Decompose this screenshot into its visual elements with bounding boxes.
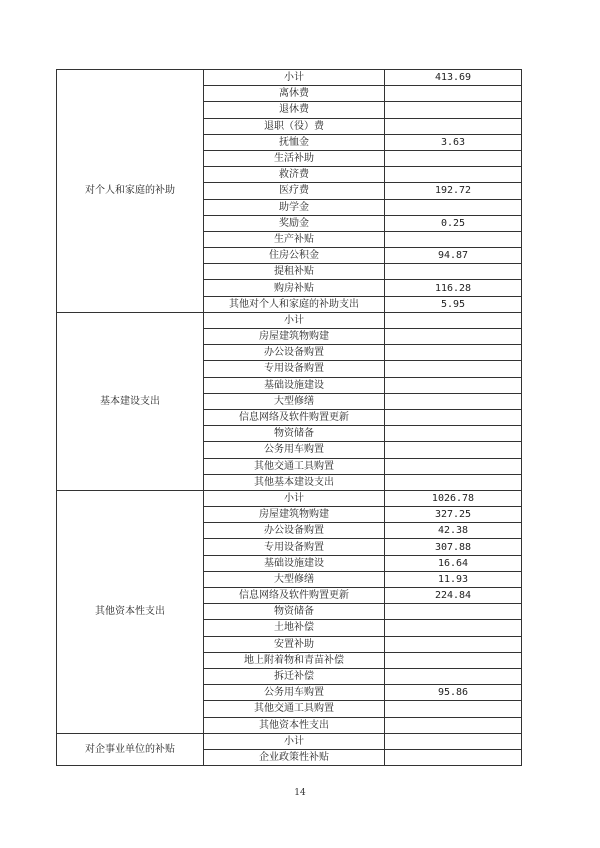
value-cell: 11.93	[385, 571, 522, 587]
value-cell	[385, 717, 522, 733]
item-cell: 其他基本建设支出	[204, 474, 385, 490]
item-cell: 其他交通工具购置	[204, 701, 385, 717]
item-cell: 专用设备购置	[204, 539, 385, 555]
value-cell	[385, 604, 522, 620]
item-cell: 信息网络及软件购置更新	[204, 588, 385, 604]
value-cell	[385, 733, 522, 749]
item-cell: 生活补助	[204, 150, 385, 166]
value-cell	[385, 474, 522, 490]
value-cell	[385, 86, 522, 102]
value-cell	[385, 345, 522, 361]
item-cell: 生产补贴	[204, 231, 385, 247]
item-cell: 抚恤金	[204, 134, 385, 150]
item-cell: 购房补贴	[204, 280, 385, 296]
item-cell: 医疗费	[204, 183, 385, 199]
value-cell: 1026.78	[385, 490, 522, 506]
item-cell: 救济费	[204, 167, 385, 183]
value-cell	[385, 458, 522, 474]
item-cell: 提租补贴	[204, 264, 385, 280]
value-cell	[385, 442, 522, 458]
item-cell: 小计	[204, 490, 385, 506]
value-cell: 0.25	[385, 215, 522, 231]
item-cell: 信息网络及软件购置更新	[204, 409, 385, 425]
value-cell	[385, 668, 522, 684]
item-cell: 助学金	[204, 199, 385, 215]
budget-table-body	[57, 70, 522, 766]
value-cell	[385, 312, 522, 328]
value-cell: 307.88	[385, 539, 522, 555]
value-cell	[385, 393, 522, 409]
value-cell	[385, 199, 522, 215]
category-cell: 基本建设支出	[57, 312, 204, 490]
item-cell: 安置补助	[204, 636, 385, 652]
value-cell	[385, 264, 522, 280]
value-cell	[385, 652, 522, 668]
item-cell: 办公设备购置	[204, 345, 385, 361]
item-cell: 大型修缮	[204, 571, 385, 587]
value-cell	[385, 749, 522, 765]
item-cell: 地上附着物和青苗补偿	[204, 652, 385, 668]
value-cell	[385, 426, 522, 442]
page-number: 14	[294, 788, 306, 798]
value-cell: 42.38	[385, 523, 522, 539]
value-cell	[385, 636, 522, 652]
table-row	[57, 733, 522, 749]
value-cell	[385, 329, 522, 345]
value-cell: 413.69	[385, 70, 522, 86]
item-cell: 小计	[204, 70, 385, 86]
item-cell: 奖励金	[204, 215, 385, 231]
item-cell: 退职（役）费	[204, 118, 385, 134]
category-cell: 对企事业单位的补贴	[57, 733, 204, 765]
item-cell: 基础设施建设	[204, 555, 385, 571]
value-cell	[385, 377, 522, 393]
value-cell: 327.25	[385, 507, 522, 523]
value-cell: 116.28	[385, 280, 522, 296]
table-row	[57, 312, 522, 328]
item-cell: 房屋建筑物购建	[204, 329, 385, 345]
item-cell: 专用设备购置	[204, 361, 385, 377]
item-cell: 物资储备	[204, 604, 385, 620]
value-cell	[385, 701, 522, 717]
item-cell: 大型修缮	[204, 393, 385, 409]
table-row	[57, 490, 522, 506]
value-cell	[385, 620, 522, 636]
item-cell: 物资储备	[204, 426, 385, 442]
item-cell: 公务用车购置	[204, 685, 385, 701]
item-cell: 房屋建筑物购建	[204, 507, 385, 523]
item-cell: 离休费	[204, 86, 385, 102]
category-cell: 对个人和家庭的补助	[57, 70, 204, 313]
item-cell: 小计	[204, 312, 385, 328]
value-cell	[385, 167, 522, 183]
item-cell: 基础设施建设	[204, 377, 385, 393]
value-cell: 94.87	[385, 248, 522, 264]
value-cell: 192.72	[385, 183, 522, 199]
item-cell: 其他资本性支出	[204, 717, 385, 733]
value-cell	[385, 409, 522, 425]
item-cell: 住房公积金	[204, 248, 385, 264]
item-cell: 小计	[204, 733, 385, 749]
value-cell	[385, 361, 522, 377]
item-cell: 公务用车购置	[204, 442, 385, 458]
item-cell: 其他对个人和家庭的补助支出	[204, 296, 385, 312]
value-cell: 5.95	[385, 296, 522, 312]
item-cell: 企业政策性补贴	[204, 749, 385, 765]
item-cell: 拆迁补偿	[204, 668, 385, 684]
item-cell: 办公设备购置	[204, 523, 385, 539]
value-cell: 16.64	[385, 555, 522, 571]
value-cell	[385, 118, 522, 134]
table-row	[57, 70, 522, 86]
value-cell: 224.84	[385, 588, 522, 604]
item-cell: 其他交通工具购置	[204, 458, 385, 474]
value-cell	[385, 231, 522, 247]
value-cell	[385, 150, 522, 166]
budget-table	[56, 69, 522, 766]
item-cell: 退休费	[204, 102, 385, 118]
value-cell: 95.86	[385, 685, 522, 701]
value-cell: 3.63	[385, 134, 522, 150]
category-cell: 其他资本性支出	[57, 490, 204, 733]
item-cell: 土地补偿	[204, 620, 385, 636]
value-cell	[385, 102, 522, 118]
